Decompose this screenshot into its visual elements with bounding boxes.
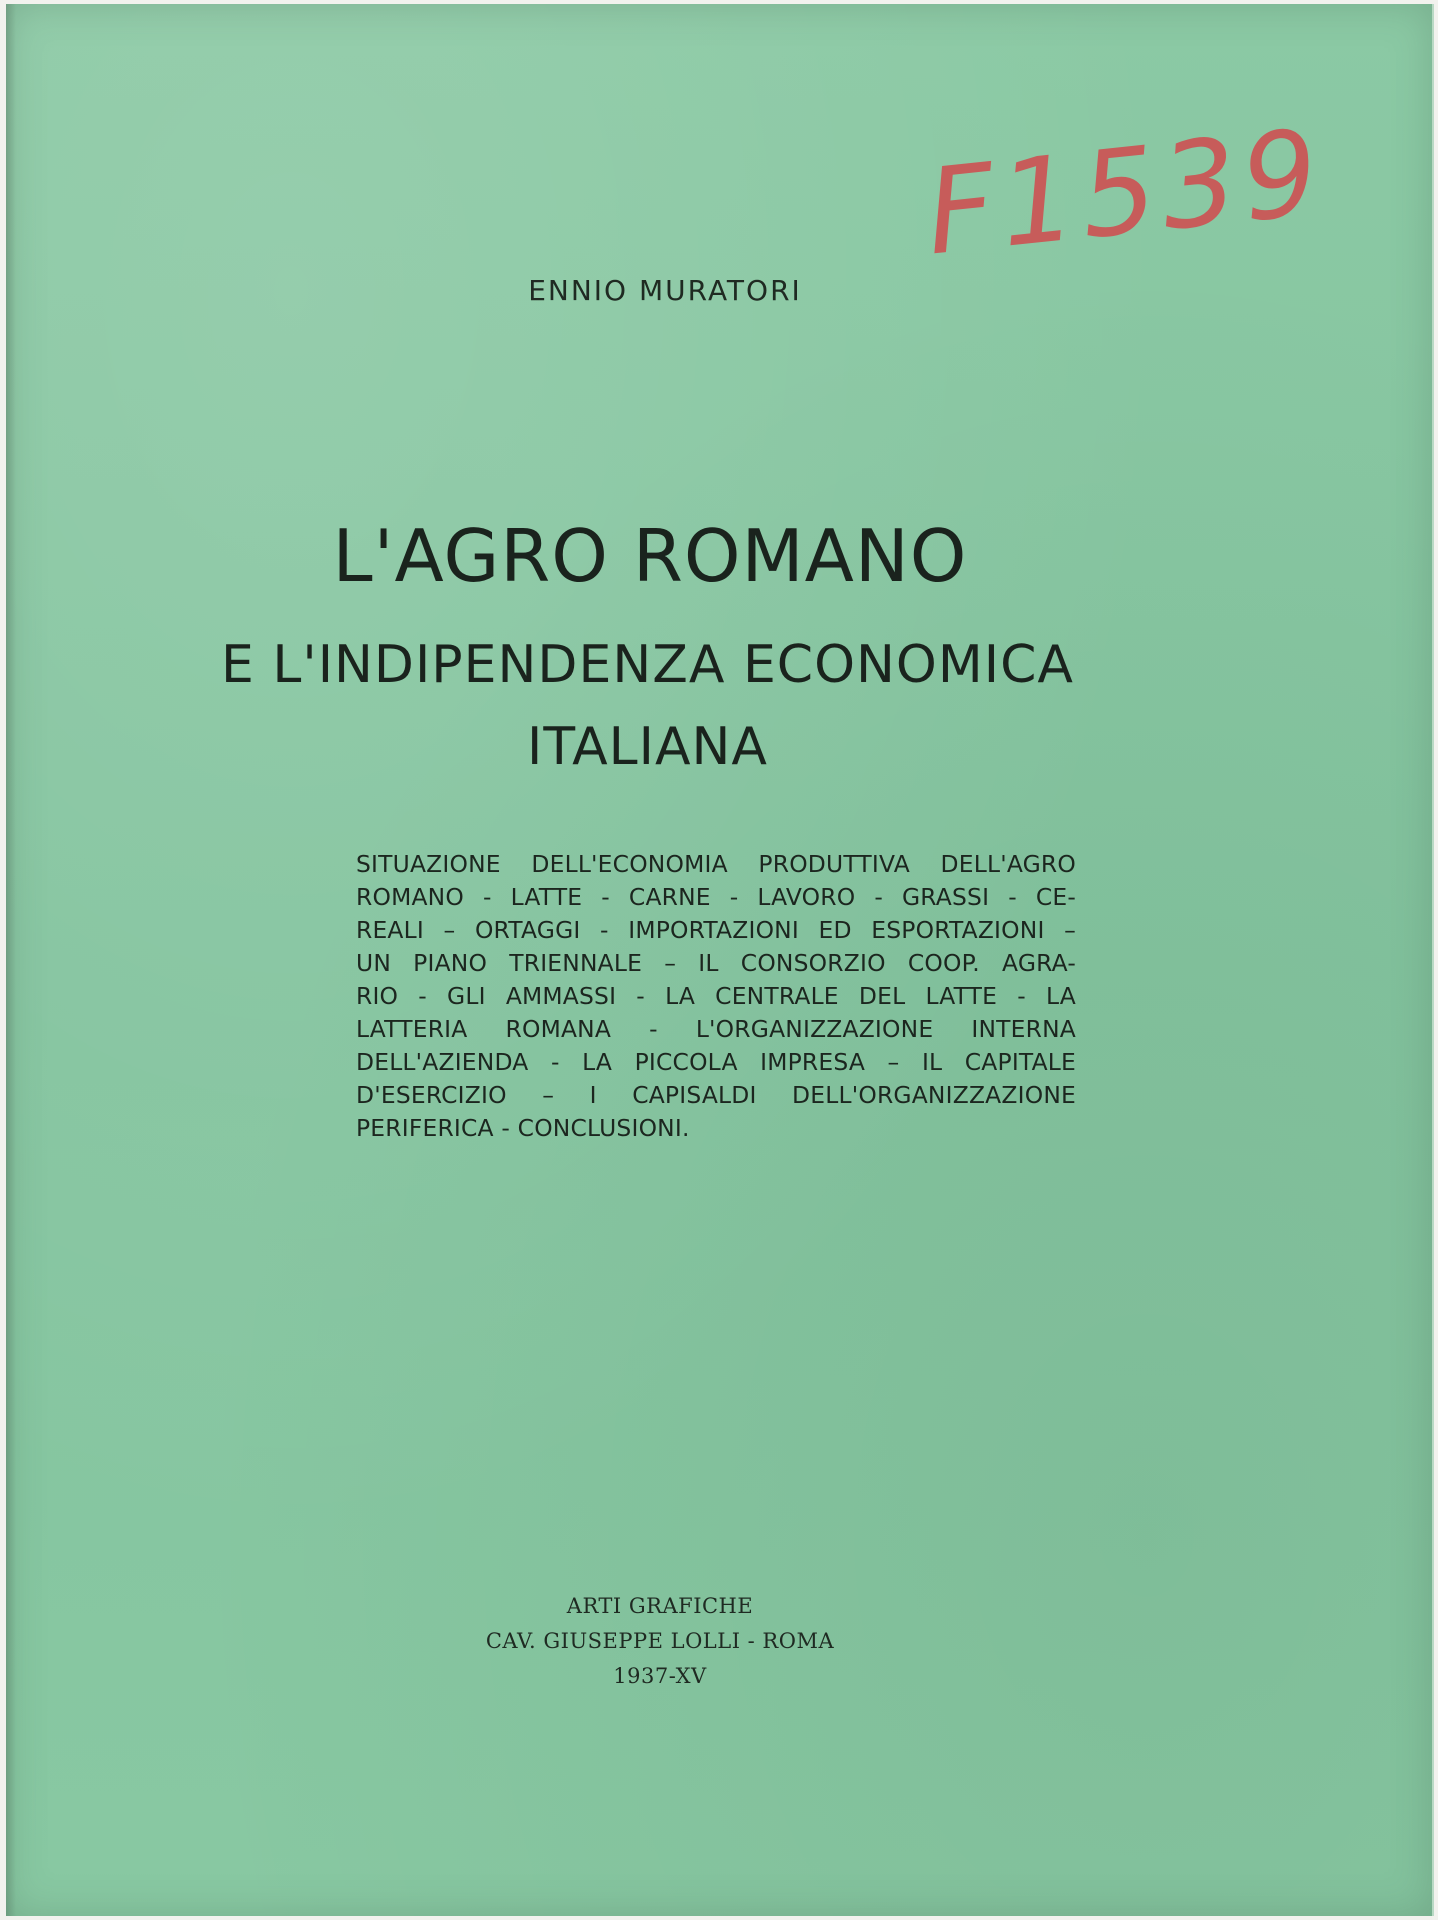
book-cover bbox=[6, 4, 1434, 1916]
summary-line: SITUAZIONE DELL'ECONOMIA PRODUTTIVA DELL'AGRO bbox=[356, 850, 1076, 878]
summary-line: ROMANO - LATTE - CARNE - LAVORO - GRASSI - CE- bbox=[356, 883, 1076, 911]
summary-line: LATTERIA ROMANA - L'ORGANIZZAZIONE INTERNA bbox=[356, 1015, 1076, 1043]
publisher-name: ARTI GRAFICHE bbox=[566, 1594, 754, 1618]
contents-summary bbox=[356, 848, 1076, 1145]
summary-line: D'ESERCIZIO – I CAPISALDI DELL'ORGANIZZAZIONE bbox=[356, 1081, 1076, 1109]
book-title: L'AGRO ROMANO bbox=[332, 514, 968, 598]
summary-line: UN PIANO TRIENNALE – IL CONSORZIO COOP. AGRA- bbox=[356, 949, 1076, 977]
publication-year: 1937-XV bbox=[613, 1664, 707, 1688]
publisher-block bbox=[6, 1589, 1438, 1694]
author-name: ENNIO MURATORI bbox=[528, 274, 802, 307]
summary-line: PERIFERICA - CONCLUSIONI. bbox=[356, 1114, 690, 1142]
subtitle-line-1: E L'INDIPENDENZA ECONOMICA bbox=[221, 635, 1074, 695]
book-subtitle bbox=[6, 624, 1438, 788]
publisher-address: CAV. GIUSEPPE LOLLI - ROMA bbox=[485, 1629, 835, 1653]
handwritten-catalog-number: F1539 bbox=[919, 102, 1331, 282]
summary-line: DELL'AZIENDA - LA PICCOLA IMPRESA – IL CAPITALE bbox=[356, 1048, 1076, 1076]
summary-line: RIO - GLI AMMASSI - LA CENTRALE DEL LATTE - LA bbox=[356, 982, 1076, 1010]
subtitle-line-2: ITALIANA bbox=[527, 717, 768, 777]
summary-line: REALI – ORTAGGI - IMPORTAZIONI ED ESPORTAZIONI – bbox=[356, 916, 1076, 944]
